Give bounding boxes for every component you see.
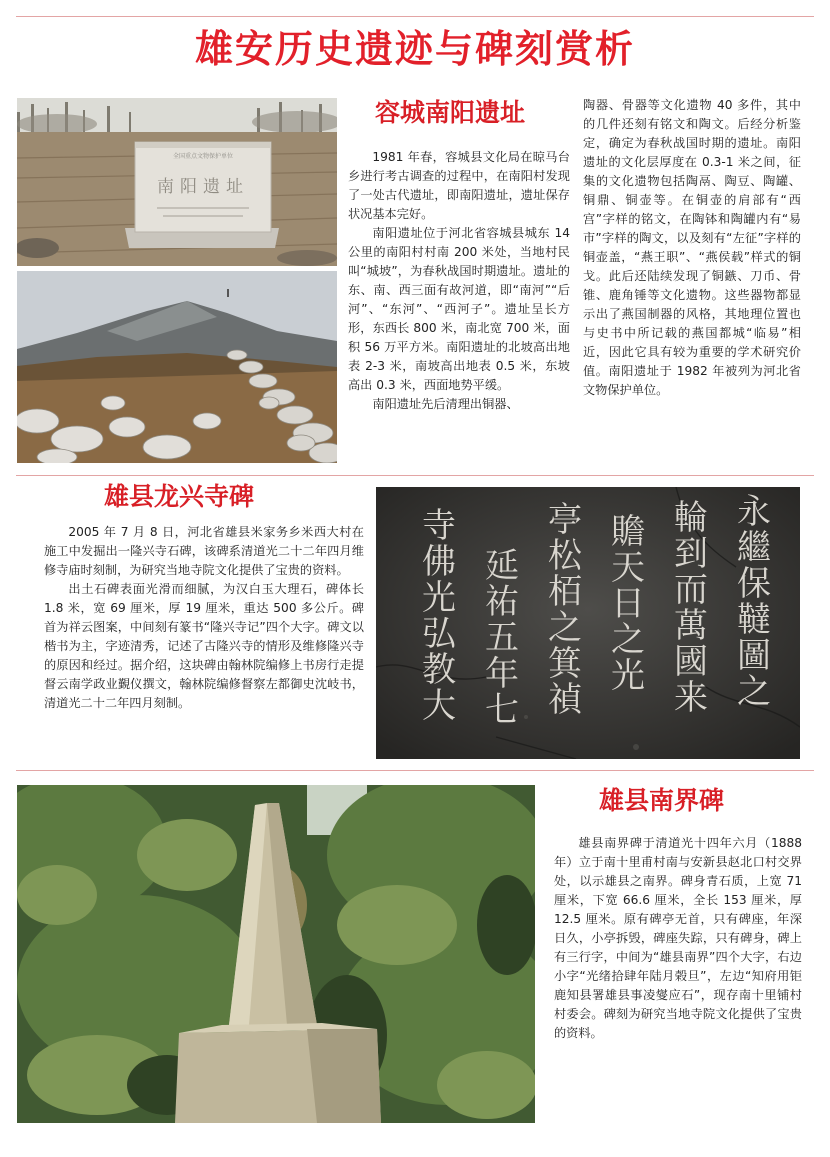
section1-paragraph-continued: 陶器、骨器等文化遗物 40 多件，其中的几件还刻有铭文和陶文。后经分析鉴定，确定为春秋战国时期的遗址。南阳遗址的文化层厚度在 0.3-1 米之间，征集的文化遗物包括陶鬲、陶豆、陶罐、铜鼎、铜壶等。在铜壶的肩部有“西宫”字样的铭文，在陶钵和陶罐内有“易市”字样的陶文，以及刻有“左征”字样的铜壶盖，“燕王职”、“燕侯载”样式的铜戈。此后还陆续发现了铜鏃、刀币、骨锥、鹿角锤等文化遗物。这些器物都显示出了燕国制器的风格，其地理位置也与史书中所记载的燕国都城“临易”相近，因此它具有较为重要的学术研究价值。南阳遗址于 1982 年被列为河北省文物保护单位。 <box>583 98 801 397</box>
section-divider-2 <box>16 770 814 771</box>
stele-header-text: 全国重点文物保护单位 <box>172 153 234 160</box>
inscription-column: 贍天日之光 <box>604 513 645 693</box>
section3-text <box>554 834 802 1043</box>
inscription-column: 寺佛光弘教大 <box>415 507 456 723</box>
section1-paragraph: 南阳遗址位于河北省容城县城东 14 公里的南阳村村南 200 米处，当地村民叫“城坡”，为春秋战国时期遗址。遗址的东、南、西三面有故河道，即“南河”“后河”、“东河”、“西河子”。遗址呈长方形，东西长 800 米，南北宽 700 米，面积 56 万平方米。南阳遗址的北坡高出地表 2-3 米，南坡高出地表 0.5 米，东坡高出 0.3 米，西面地势平缓。 <box>348 226 570 392</box>
mountain-ruins-photo <box>17 271 337 463</box>
section2-text <box>44 523 364 713</box>
inscription-column: 亭松栢之箕禎 <box>541 501 582 717</box>
stele-inscription-photo <box>376 487 800 759</box>
section1-paragraph: 1981 年春，容城县文化局在晾马台乡进行考古调查的过程中，在南阳村发现了一处古代遗址，即南阳遗址，遗址保存状况基本完好。 <box>348 150 570 221</box>
inscription-column: 永繼保韃圖之 <box>730 493 771 709</box>
inscription-column: 延祐五年七 <box>478 547 519 727</box>
section1-paragraph: 南阳遗址先后清理出铜器、 <box>372 397 519 411</box>
section1-title: 容城南阳遗址 <box>375 98 526 127</box>
page-title: 雄安历史遗迹与碑刻赏析 <box>194 27 635 71</box>
inscription-column: 輪到而萬國来 <box>667 499 708 715</box>
section1-text-col1 <box>348 148 570 414</box>
section3-title: 雄县南界碑 <box>599 786 725 815</box>
site-marker-photo <box>17 98 337 266</box>
boundary-stele-photo <box>17 785 535 1123</box>
section1-text-col2 <box>583 96 801 400</box>
section-divider-1 <box>16 475 814 476</box>
top-divider <box>16 16 814 17</box>
section3-paragraph: 雄县南界碑于清道光十四年六月（1888 年）立于南十里甫村南与安新县赵北口村交界处，以示雄县之南界。碑身青石质，上宽 71 厘米，下宽 66.6 厘米，全长 153 厘米，厚 12.5 厘米。原有碑亭无首，只有碑座，年深日久，小亭拆毁，碑座失踪，只有碑身，碑上有三行字，中间为“雄县南界”四个大字，右边小字“光绪拾肆年陆月榖旦”，左边“知府用钜鹿知县署雄县事凌燮应石”，现存南十里铺村村委会。碑刻为研究当地寺院文化提供了宝贵的资料。 <box>554 836 802 1040</box>
section2-paragraph: 出土石碑表面光滑而细腻，为汉白玉大理石，碑体长 1.8 米，宽 69 厘米，厚 19 厘米，重达 500 多公斤。碑首为祥云图案，中间刻有篆书“隆兴寺记”四个大字。碑文以楷书为主，字迹清秀，记述了古隆兴寺的情形及维修隆兴寺的原因和经过。据介绍，这块碑由翰林院编修上书房行走提督云南学政业覲仪撰文，翰林院编修督察左都御史沈岐书，清道光二十二年四月刻制。 <box>44 582 364 710</box>
section2-paragraph: 2005 年 7 月 8 日，河北省雄县米家务乡米西大村在施工中发掘出一隆兴寺石碑，该碑系清道光二十二年四月维修寺庙时刻制，为研究当地寺院文化提供了宝贵的资料。 <box>44 525 364 577</box>
stele-sign-text: 南阳遗址 <box>157 177 249 197</box>
section2-title: 雄县龙兴寺碑 <box>104 482 255 511</box>
